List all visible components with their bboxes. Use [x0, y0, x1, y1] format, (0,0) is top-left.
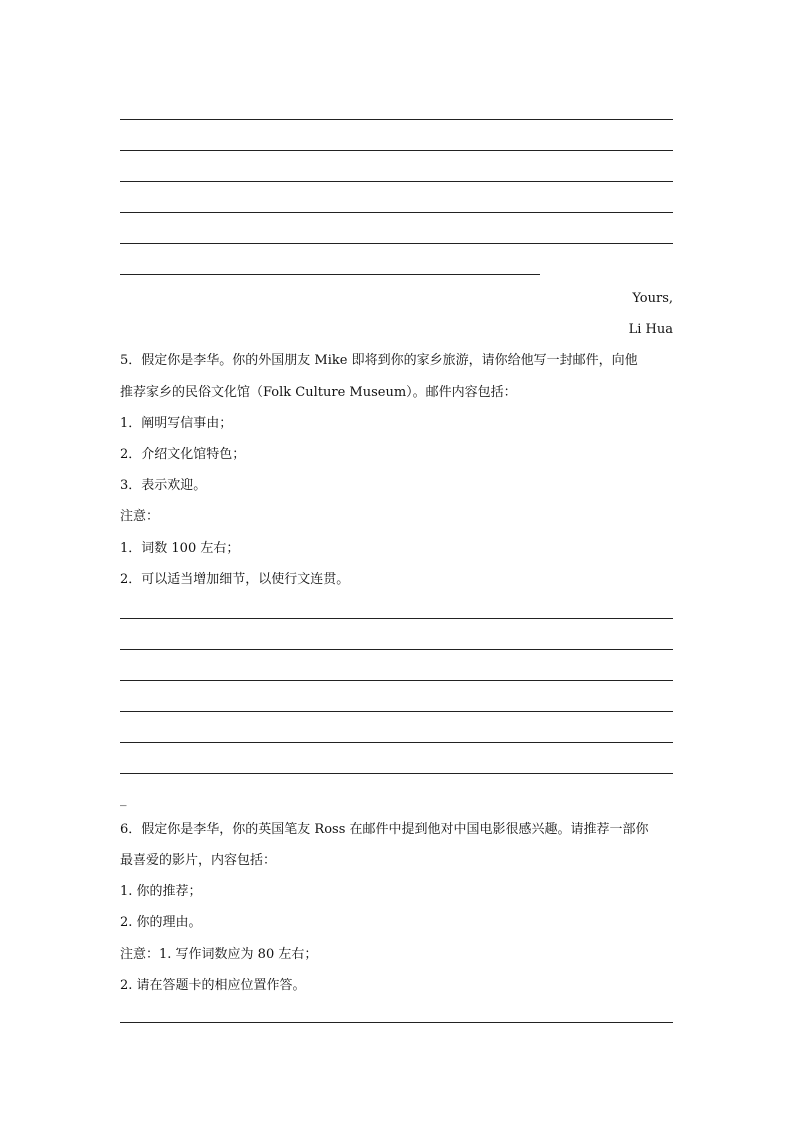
q5-point: 2．介绍文化馆特色； — [120, 447, 246, 462]
q6-point: 2. 你的理由。 — [120, 915, 202, 930]
q6-note-line-2: 2. 请在答题卡的相应位置作答。 — [120, 978, 306, 993]
answer-line — [120, 742, 673, 743]
answer-line — [120, 773, 673, 774]
answer-line — [120, 119, 673, 120]
q5-trailing-mark: _ — [120, 792, 127, 807]
answer-line — [120, 711, 673, 712]
q6-prompt-line-1: 6．假定你是李华，你的英国笔友 Ross 在邮件中提到他对中国电影很感兴趣。请推荐一部你 — [120, 822, 649, 837]
answer-line — [120, 680, 673, 681]
q5-point: 1．阐明写信事由； — [120, 416, 233, 431]
q5-note: 1．词数 100 左右； — [120, 541, 240, 556]
answer-line — [120, 649, 673, 650]
q6-point: 1. 你的推荐； — [120, 884, 202, 899]
answer-line — [120, 618, 673, 619]
q6-prompt-line-2: 最喜爱的影片，内容包括： — [120, 853, 277, 868]
q5-point: 3．表示欢迎。 — [120, 478, 207, 493]
answer-line — [120, 243, 673, 244]
answer-line — [120, 1022, 673, 1023]
q5-note: 2．可以适当增加细节，以使行文连贯。 — [120, 572, 350, 587]
answer-line — [120, 212, 673, 213]
letter-signature: Li Hua — [628, 322, 673, 337]
q5-note-label: 注意： — [120, 509, 160, 524]
answer-line — [120, 274, 540, 275]
answer-line — [120, 150, 673, 151]
q5-prompt-line-1: 5．假定你是李华。你的外国朋友 Mike 即将到你的家乡旅游，请你给他写一封邮件，向他 — [120, 353, 638, 368]
q5-prompt-line-2: 推荐家乡的民俗文化馆（Folk Culture Museum）。邮件内容包括： — [120, 385, 517, 400]
letter-closing: Yours, — [632, 291, 673, 306]
answer-line — [120, 181, 673, 182]
q6-note-line-1: 注意：1. 写作词数应为 80 左右； — [120, 947, 318, 962]
